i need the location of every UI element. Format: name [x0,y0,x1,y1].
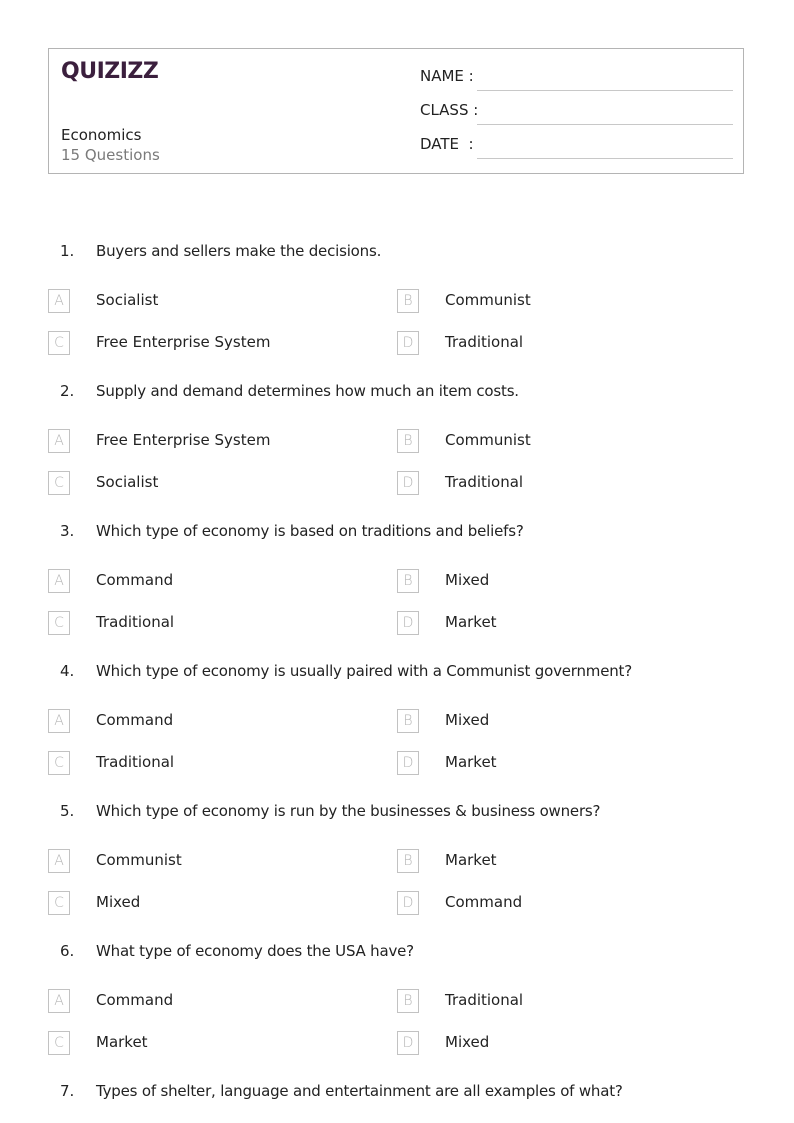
option-text: Mixed [96,893,141,911]
date-label: DATE : [420,135,474,153]
question-number: 4. [60,662,75,680]
option-text: Traditional [445,333,524,351]
option-text: Communist [445,291,531,309]
option-letter-box[interactable]: C [48,471,70,495]
option-text: Traditional [96,753,175,771]
option-text: Command [96,571,174,589]
name-line[interactable] [477,90,733,91]
option-letter-box[interactable]: B [397,429,419,453]
option-letter-box[interactable]: D [397,751,419,775]
option-text: Traditional [445,473,524,491]
option-letter-box[interactable]: D [397,891,419,915]
option-letter-box[interactable]: A [48,849,70,873]
option-text: Communist [96,851,182,869]
option-text: Traditional [445,991,524,1009]
option-text: Mixed [445,1033,490,1051]
option-letter-box[interactable]: D [397,331,419,355]
option-letter-box[interactable]: C [48,891,70,915]
option-text: Socialist [96,473,159,491]
option-text: Command [96,991,174,1009]
question-text: Which type of economy is run by the businesses & business owners? [96,802,601,820]
question-number: 3. [60,522,75,540]
date-field[interactable] [420,135,733,159]
option-letter-box[interactable]: A [48,709,70,733]
option-text: Mixed [445,571,490,589]
name-label: NAME : [420,67,474,85]
question-number: 2. [60,382,75,400]
option-letter-box[interactable]: C [48,751,70,775]
option-letter-box[interactable]: B [397,989,419,1013]
option-text: Communist [445,431,531,449]
name-field[interactable] [420,67,733,91]
option-letter-box[interactable]: B [397,569,419,593]
question-text: Types of shelter, language and entertainment are all examples of what? [96,1082,623,1100]
worksheet-header [48,48,744,174]
class-field[interactable] [420,101,733,125]
option-text: Market [96,1033,148,1051]
question-number: 1. [60,242,75,260]
option-text: Command [445,893,523,911]
option-text: Mixed [445,711,490,729]
option-letter-box[interactable]: A [48,289,70,313]
question-text: Which type of economy is usually paired with a Communist government? [96,662,632,680]
question-text: Which type of economy is based on traditions and beliefs? [96,522,524,540]
option-letter-box[interactable]: D [397,611,419,635]
option-text: Socialist [96,291,159,309]
option-text: Traditional [96,613,175,631]
option-letter-box[interactable]: C [48,611,70,635]
question-text: Supply and demand determines how much an item costs. [96,382,519,400]
class-label: CLASS : [420,101,479,119]
option-letter-box[interactable]: B [397,849,419,873]
option-letter-box[interactable]: B [397,709,419,733]
option-letter-box[interactable]: A [48,569,70,593]
option-letter-box[interactable]: D [397,471,419,495]
question-number: 7. [60,1082,75,1100]
option-letter-box[interactable]: A [48,989,70,1013]
option-letter-box[interactable]: D [397,1031,419,1055]
question-text: Buyers and sellers make the decisions. [96,242,382,260]
question-count: 15 Questions [61,146,160,164]
option-text: Market [445,851,497,869]
option-text: Command [96,711,174,729]
date-line[interactable] [477,158,733,159]
option-letter-box[interactable]: A [48,429,70,453]
option-letter-box[interactable]: C [48,1031,70,1055]
option-text: Market [445,753,497,771]
question-number: 6. [60,942,75,960]
question-text: What type of economy does the USA have? [96,942,414,960]
class-line[interactable] [477,124,733,125]
option-letter-box[interactable]: B [397,289,419,313]
option-text: Market [445,613,497,631]
quizizz-logo: QUIZIZZ [61,59,159,84]
option-text: Free Enterprise System [96,431,271,449]
option-text: Free Enterprise System [96,333,271,351]
option-letter-box[interactable]: C [48,331,70,355]
worksheet-title: Economics [61,126,142,144]
question-number: 5. [60,802,75,820]
